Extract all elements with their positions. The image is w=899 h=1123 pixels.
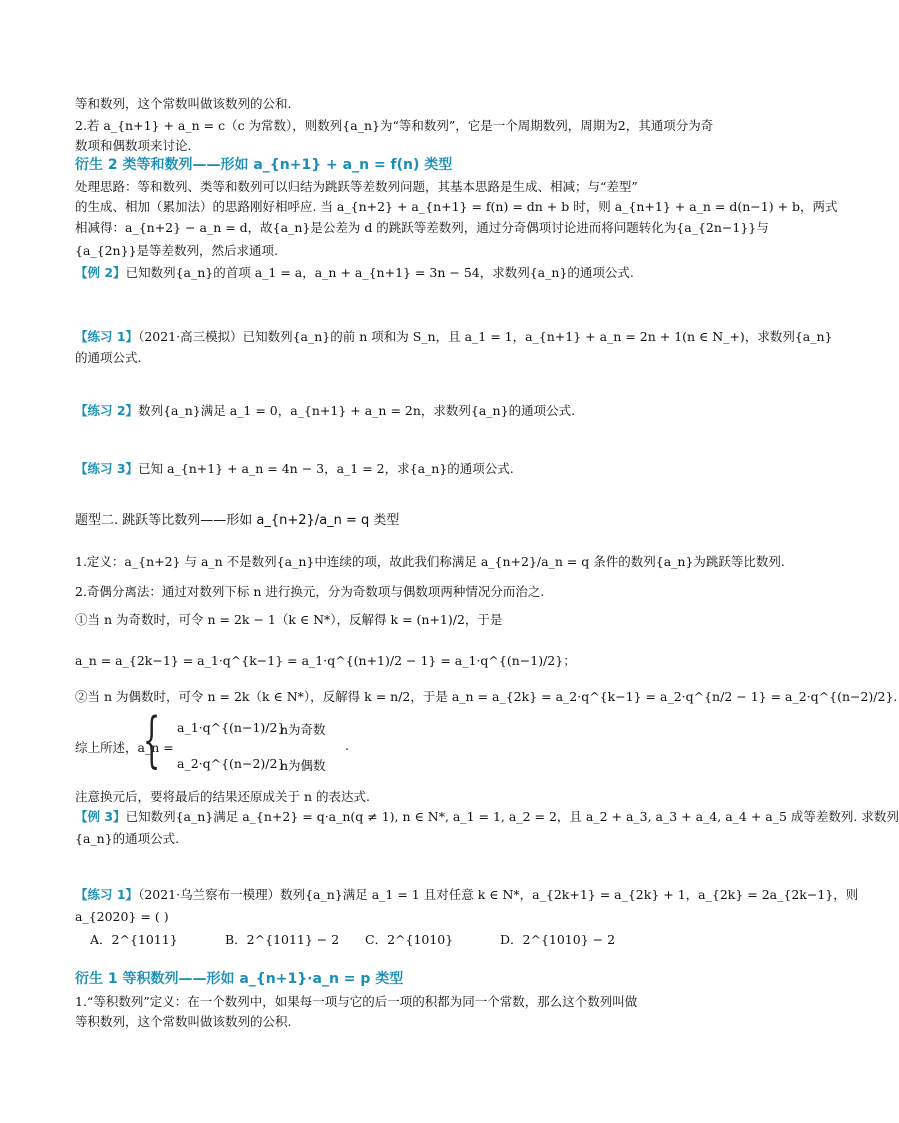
text-line: 1.定义：a_{n+2} 与 a_n 不是数列{a_n}中连续的项，故此我们称满足 a_{n+2}/a_n = q 条件的数列{a_n}为跳跃等比数列.	[75, 554, 785, 569]
text-line: 等和数列，这个常数叫做该数列的公和.	[75, 96, 292, 111]
summary-end: .	[345, 738, 349, 753]
choice-d[interactable]: D．2^{1010} − 2	[500, 932, 616, 947]
case-even-cond: n为偶数	[280, 758, 326, 773]
case-odd-cond: n为奇数	[280, 722, 326, 737]
text-line: 的生成、相加（累加法）的思路刚好相呼应. 当 a_{n+2} + a_{n+1} = f(n) = dn + b 时，则 a_{n+1} + a_n = d(n−1) + b，两式	[75, 199, 838, 214]
practice-text: （2021·乌兰察布一模理）数列{a_n}满足 a_1 = 1 且对任意 k ∈ N*，a_{2k+1} = a_{2k} + 1，a_{2k} = 2a_{2k−1}，则	[138, 887, 859, 902]
practice-tag: 【练习 3】	[75, 461, 139, 476]
text-line: 2.若 a_{n+1} + a_n = c（c 为常数），则数列{a_n}为“等和数列”，它是一个周期数列，周期为2，其通项分为奇	[75, 118, 714, 133]
text-line: {a_n}的通项公式.	[75, 831, 180, 846]
example-2	[75, 264, 735, 282]
practice-tag: 【练习 2】	[75, 403, 139, 418]
summary-lead: 综上所述，a_n =	[75, 740, 174, 755]
example-text: 已知数列{a_n}的首项 a_1 = a，a_n + a_{n+1} = 3n − 54，求数列{a_n}的通项公式.	[125, 265, 634, 280]
practice-tag: 【练习 1】	[75, 887, 139, 902]
text-line: 相减得：a_{n+2} − a_n = d，故{a_n}是公差为 d 的跳跃等差数列，通过分奇偶项讨论进而将问题转化为{a_{2n−1}}与	[75, 220, 769, 235]
practice-1	[75, 328, 833, 346]
text-line: {a_{2n}}是等差数列，然后求通项.	[75, 243, 278, 258]
practice-3	[75, 460, 735, 478]
text-line: 注意换元后，要将最后的结果还原成关于 n 的表达式.	[75, 789, 370, 804]
choice-c[interactable]: C．2^{1010}	[365, 932, 454, 947]
case-odd-expr: a_1·q^{(n−1)/2}	[177, 720, 286, 735]
text-line: 的通项公式.	[75, 350, 142, 365]
example-tag: 【例 2】	[75, 265, 126, 280]
text-line: 数项和偶数项来讨论.	[75, 138, 192, 153]
practice-2	[75, 402, 735, 420]
left-brace: {	[143, 705, 161, 775]
practice-1b	[75, 886, 859, 904]
text-line: 2.奇偶分离法：通过对数列下标 n 进行换元，分为奇数项与偶数项两种情况分而治之.	[75, 584, 545, 599]
case-even-expr: a_2·q^{(n−2)/2}	[177, 756, 286, 771]
text-line: ①当 n 为奇数时，可令 n = 2k − 1（k ∈ N*），反解得 k = (n+1)/2，于是	[75, 612, 503, 627]
example-text: 已知数列{a_n}满足 a_{n+2} = q·a_n(q ≠ 1), n ∈ N*, a_1 = 1, a_2 = 2，且 a_2 + a_3, a_3 + a_4, a_4 + a_5 成等差数列. 求数列	[125, 809, 899, 824]
section-heading-derived-2: 衍生 2 类等和数列——形如 a_{n+1} + a_n = f(n) 类型	[75, 157, 453, 173]
text-line: a_n = a_{2k−1} = a_1·q^{k−1} = a_1·q^{(n+1)/2 − 1} = a_1·q^{(n−1)/2}；	[75, 653, 576, 668]
text-line: 等积数列，这个常数叫做该数列的公积.	[75, 1014, 292, 1029]
example-tag: 【例 3】	[75, 809, 126, 824]
practice-tag: 【练习 1】	[75, 329, 139, 344]
type-heading-2: 题型二. 跳跃等比数列——形如 a_{n+2}/a_n = q 类型	[75, 513, 400, 528]
section-heading-derived-1: 衍生 1 等积数列——形如 a_{n+1}·a_n = p 类型	[75, 971, 404, 987]
text-line: ②当 n 为偶数时，可令 n = 2k（k ∈ N*），反解得 k = n/2，于是 a_n = a_{2k} = a_2·q^{k−1} = a_2·q^{n/2 − 1} = a_2·q^{(n−2)/2}.	[75, 689, 898, 704]
choice-b[interactable]: B．2^{1011} − 2	[225, 932, 340, 947]
practice-text: 已知 a_{n+1} + a_n = 4n − 3，a_1 = 2，求{a_n}的通项公式.	[138, 461, 514, 476]
text-line: 处理思路：等和数列、类等和数列可以归结为跳跃等差数列问题，其基本思路是生成、相减；与“差型”	[75, 179, 638, 194]
practice-text: （2021·高三模拟）已知数列{a_n}的前 n 项和为 S_n，且 a_1 = 1，a_{n+1} + a_n = 2n + 1(n ∈ N_+)，求数列{a_n}	[138, 329, 833, 344]
practice-text: 数列{a_n}满足 a_1 = 0，a_{n+1} + a_n = 2n，求数列{a_n}的通项公式.	[138, 403, 576, 418]
text-line: 1.“等积数列”定义：在一个数列中，如果每一项与它的后一项的积都为同一个常数，那么这个数列叫做	[75, 994, 638, 1009]
example-3	[75, 808, 899, 826]
choice-a[interactable]: A．2^{1011}	[90, 932, 178, 947]
answer-blank: a_{2020} = ( )	[75, 909, 169, 924]
